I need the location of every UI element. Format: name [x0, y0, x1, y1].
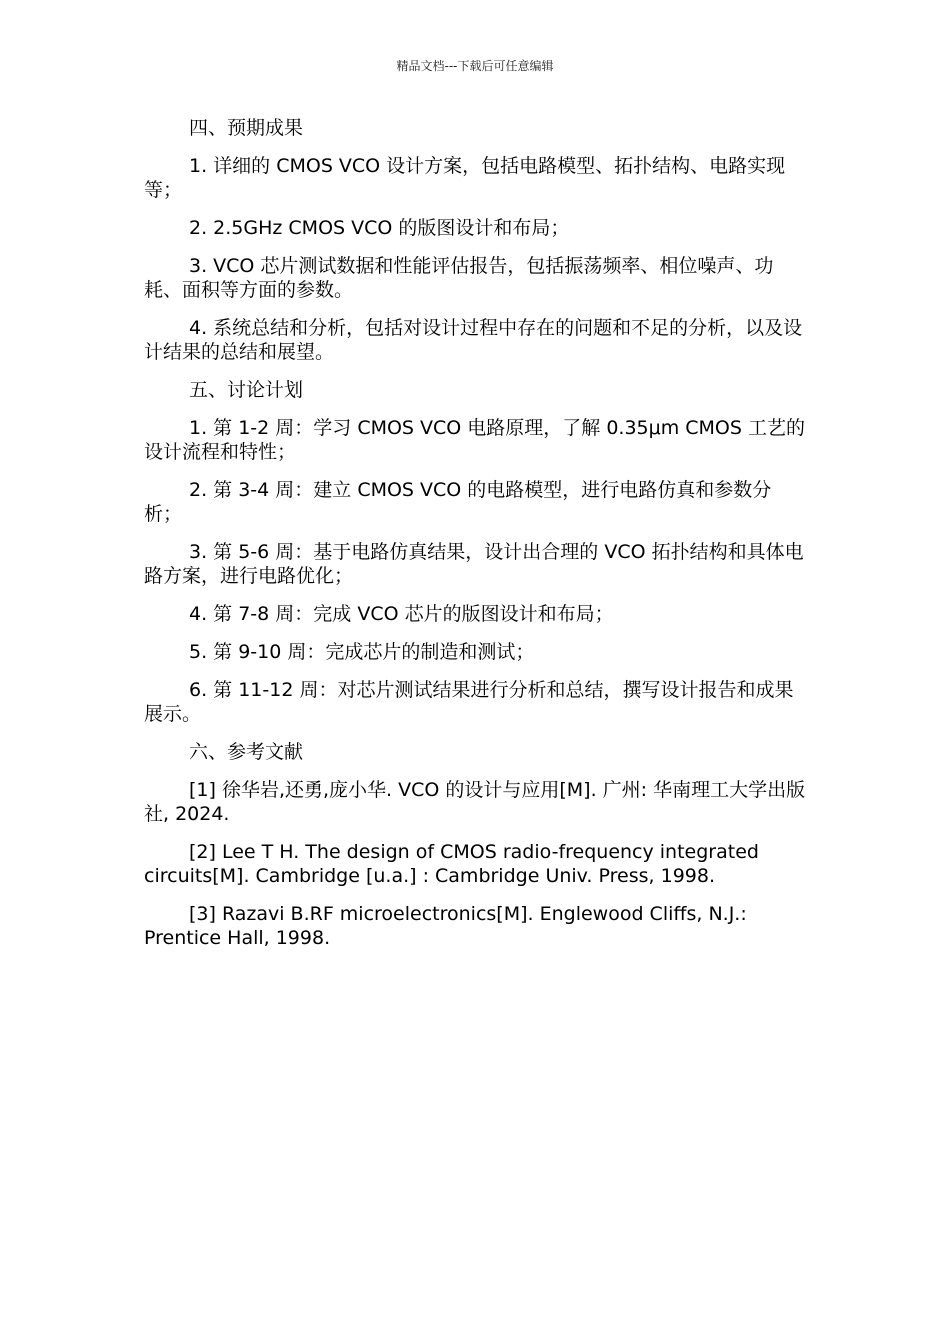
plan-item: 2. 第 3-4 周：建立 CMOS VCO 的电路模型，进行电路仿真和参数分析； [144, 479, 772, 525]
section-heading-references: 六、参考文献 [189, 741, 304, 763]
reference-item: [3] Razavi B.RF microelectronics[M]. Englewood Cliffs, N.J.: Prentice Hall, 1998. [144, 903, 747, 949]
plan-item: 6. 第 11-12 周：对芯片测试结果进行分析和总结，撰写设计报告和成果展示。 [144, 679, 794, 725]
outcome-item: 3. VCO 芯片测试数据和性能评估报告，包括振荡频率、相位噪声、功耗、面积等方面的参数。 [144, 255, 774, 301]
outcome-item: 2. 2.5GHz CMOS VCO 的版图设计和布局； [189, 217, 570, 239]
reference-item: [2] Lee T H. The design of CMOS radio-frequency integrated circuits[M]. Cambridge [u.a.] : Cambridge Univ. Press, 1998. [144, 841, 759, 887]
section-heading-plan: 五、讨论计划 [189, 379, 304, 401]
outcome-item: 1. 详细的 CMOS VCO 设计方案，包括电路模型、拓扑结构、电路实现等； [144, 155, 786, 201]
header-note: 精品文档---下载后可任意编辑 [396, 59, 554, 73]
plan-item: 4. 第 7-8 周：完成 VCO 芯片的版图设计和布局； [189, 603, 614, 625]
document-body [144, 116, 806, 964]
plan-item: 1. 第 1-2 周：学习 CMOS VCO 电路原理，了解 0.35μm CMOS 工艺的设计流程和特性； [144, 417, 805, 463]
outcome-item: 4. 系统总结和分析，包括对设计过程中存在的问题和不足的分析，以及设计结果的总结和展望。 [144, 317, 803, 363]
reference-item: [1] 徐华岩,还勇,庞小华. VCO 的设计与应用[M]. 广州: 华南理工大学出版社, 2024. [144, 779, 806, 825]
section-heading-outcomes: 四、预期成果 [189, 117, 304, 139]
plan-item: 5. 第 9-10 周：完成芯片的制造和测试； [189, 641, 535, 663]
plan-item: 3. 第 5-6 周：基于电路仿真结果，设计出合理的 VCO 拓扑结构和具体电路方案，进行电路优化； [144, 541, 804, 587]
